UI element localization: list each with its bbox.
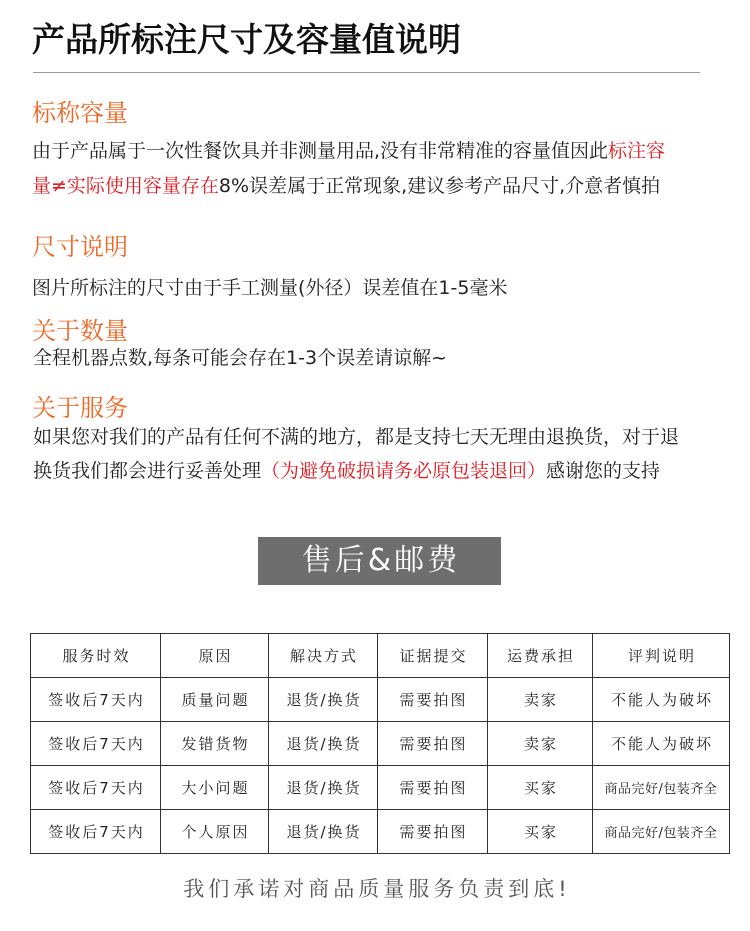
service-text: 换货我们都会进行妥善处理: [33, 460, 262, 482]
capacity-highlight: 量≠实际使用容量存在: [32, 175, 219, 197]
table-cell: 签收后7天内: [31, 810, 161, 854]
table-cell: 签收后7天内: [31, 678, 161, 722]
table-row: [31, 678, 730, 722]
table-row: [31, 722, 730, 766]
table-cell: 大小问题: [161, 766, 269, 810]
table-cell: 退货/换货: [269, 678, 378, 722]
table-cell: 质量问题: [161, 678, 269, 722]
table-cell: 买家: [488, 810, 593, 854]
title-divider: [33, 72, 700, 73]
header-solution: 解决方式: [269, 634, 378, 678]
capacity-text: 8%误差属于正常现象,建议参考产品尺寸,介意者慎拍: [218, 175, 661, 197]
after-sales-table: [30, 633, 730, 854]
table-cell: 卖家: [488, 678, 593, 722]
header-service-period: 服务时效: [31, 634, 161, 678]
size-heading: 尺寸说明: [32, 233, 128, 261]
table-cell: 不能人为破坏: [593, 722, 730, 766]
table-cell: 需要拍图: [378, 678, 488, 722]
page-title: 产品所标注尺寸及容量值说明: [32, 20, 461, 59]
table-cell: 退货/换货: [269, 722, 378, 766]
footer-promise: 我们承诺对商品质量服务负责到底!: [183, 877, 571, 901]
size-text: 图片所标注的尺寸由于手工测量(外径）误差值在1-5毫米: [32, 277, 508, 299]
capacity-text-line-1: [32, 138, 665, 164]
table-cell: 商品完好/包装齐全: [593, 810, 730, 854]
service-heading: 关于服务: [32, 394, 128, 422]
table-cell: 签收后7天内: [31, 722, 161, 766]
after-sales-banner: 售后&邮费: [258, 537, 501, 585]
capacity-highlight: 标注容: [608, 140, 666, 162]
table-row: [31, 766, 730, 810]
table-cell: 需要拍图: [378, 766, 488, 810]
table-row: [31, 810, 730, 854]
table-cell: 签收后7天内: [31, 766, 161, 810]
quantity-heading: 关于数量: [32, 317, 128, 345]
capacity-text-line-2: [32, 173, 660, 199]
header-judgement: 评判说明: [593, 634, 730, 678]
table-header-row: [31, 634, 730, 678]
capacity-text: 由于产品属于一次性餐饮具并非测量用品,没有非常精准的容量值因此: [32, 140, 609, 162]
service-text-line-1: 如果您对我们的产品有任何不满的地方，都是支持七天无理由退换货，对于退: [33, 426, 680, 448]
table-cell: 商品完好/包装齐全: [593, 766, 730, 810]
table-cell: 买家: [488, 766, 593, 810]
table-cell: 需要拍图: [378, 810, 488, 854]
table-cell: 退货/换货: [269, 766, 378, 810]
table-cell: 退货/换货: [269, 810, 378, 854]
header-evidence: 证据提交: [378, 634, 488, 678]
table-cell: 不能人为破坏: [593, 678, 730, 722]
header-shipping-fee: 运费承担: [488, 634, 593, 678]
quantity-text: 全程机器点数,每条可能会存在1-3个误差请谅解~: [33, 347, 447, 369]
service-highlight: （为避免破损请务必原包装退回）: [261, 460, 547, 482]
header-reason: 原因: [161, 634, 269, 678]
capacity-heading: 标称容量: [32, 99, 128, 127]
table-cell: 卖家: [488, 722, 593, 766]
table-cell: 发错货物: [161, 722, 269, 766]
service-text: 感谢您的支持: [546, 460, 661, 482]
table-cell: 个人原因: [161, 810, 269, 854]
service-text-line-2: [33, 458, 660, 484]
table-cell: 需要拍图: [378, 722, 488, 766]
